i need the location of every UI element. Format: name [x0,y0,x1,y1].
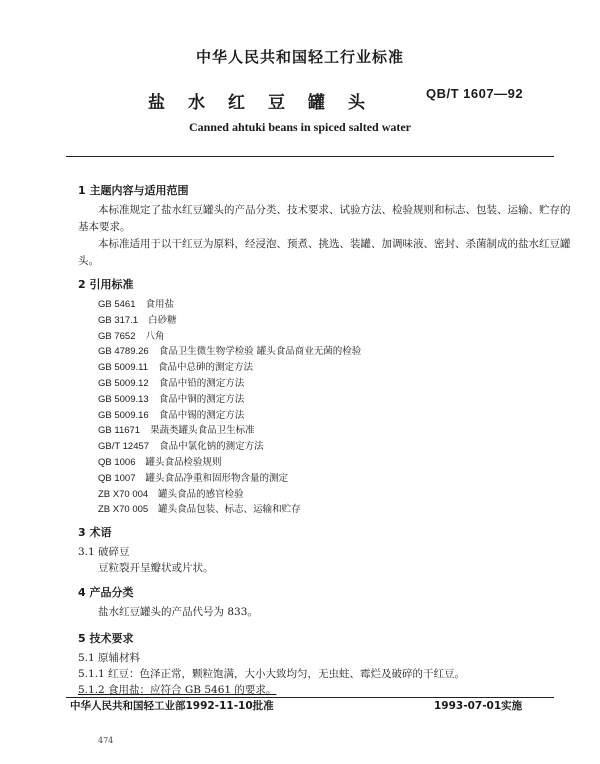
standard-number: QB/T 1607—92 [426,86,524,101]
reference-code: GB 5009.11 [98,362,149,374]
section-4-heading: 4 产品分类 [78,586,134,599]
reference-code: GB 5461 [98,299,136,310]
reference-item [98,343,361,357]
reference-item [98,375,244,389]
reference-item [98,486,244,500]
reference-item [98,422,255,436]
reference-item [98,359,253,373]
reference-item [98,438,264,452]
document-title: 盐水红豆罐头 [148,93,388,113]
reference-code: ZB X70 004 [98,488,149,500]
reference-name: 食用盐 [145,299,175,310]
section-5-heading: 5 技术要求 [78,632,134,645]
reference-code: QB 1006 [98,457,136,468]
reference-item [98,296,174,310]
reference-code: GB 5009.13 [98,393,149,405]
reference-name: 罐头食品包装、标志、运输和贮存 [158,504,301,516]
reference-name: 罐头食品的感官检验 [158,488,244,500]
english-title: Canned ahtuki beans in spiced salted water [188,120,412,134]
section-3-1-heading: 3.1 破碎豆 [78,546,130,558]
section-5-1-2-text: 5.1.2 食用盐：应符合 GB 5461 的要求。 [78,684,277,696]
section-1-para-2-line-1: 本标准适用于以干红豆为原料，经浸泡、预煮、挑选、装罐、加调味液、密封、杀菌制成的盐水红豆罐 [98,238,571,250]
org-header: 中华人民共和国轻工行业标准 [195,48,404,66]
reference-name: 白砂糖 [148,314,177,326]
reference-name: 食品中锡的测定方法 [158,409,245,421]
reference-code: GB 5009.12 [98,378,149,389]
reference-code: GB/T 12457 [98,441,150,453]
reference-name: 罐头食品检验规则 [145,457,222,468]
section-5-1-1-text: 5.1.1 红豆：色泽正常，颗粒饱满，大小大致均匀，无虫蛀、霉烂及破碎的干红豆。 [78,668,466,680]
reference-name: 果蔬类罐头食品卫生标准 [150,425,255,437]
reference-name: 食品中铅的测定方法 [158,378,245,389]
section-1-para-1-line-2: 基本要求。 [78,221,131,233]
effective-date: 1993-07-01实施 [434,700,523,712]
reference-code: GB 5009.16 [98,409,149,421]
section-3-1-text: 豆粒裂开呈瓣状或片状。 [98,562,214,574]
reference-code: GB 11671 [98,425,141,437]
reference-item [98,407,244,421]
section-2-heading: 2 引用标准 [78,278,134,291]
reference-code: GB 317.1 [98,314,139,326]
page-number: 474 [98,736,114,745]
section-3-heading: 3 术语 [78,526,112,539]
section-5-1-heading: 5.1 原辅材料 [78,652,141,664]
reference-name: 罐头食品净重和固形物含量的测定 [145,472,289,484]
reference-code: QB 1007 [98,472,136,484]
reference-code: GB 4789.26 [98,346,149,358]
section-4-text: 盐水红豆罐头的产品代号为 833。 [98,606,258,618]
reference-code: ZB X70 005 [98,504,149,516]
reference-item [98,501,301,515]
reference-name: 食品中总砷的测定方法 [158,362,254,374]
header-divider [66,156,554,157]
section-1-heading: 1 主题内容与适用范围 [78,184,189,197]
section-1-para-2-line-2: 头。 [78,255,99,267]
reference-code: GB 7652 [98,330,136,342]
reference-name: 八角 [145,330,165,342]
reference-item [98,454,222,468]
reference-item [98,328,165,342]
reference-item [98,312,177,326]
issue-date: 中华人民共和国轻工业部1992-11-10批准 [70,700,274,712]
reference-name: 食品卫生微生物学检验 罐头食品商业无菌的检验 [158,346,362,358]
reference-item [98,470,288,484]
reference-name: 食品中铜的测定方法 [158,393,245,405]
reference-name: 食品中氯化钠的测定方法 [159,441,264,453]
reference-item [98,391,244,405]
section-1-para-1-line-1: 本标准规定了盐水红豆罐头的产品分类、技术要求、试验方法、检验规则和标志、包装、运输、贮存的 [98,204,571,216]
